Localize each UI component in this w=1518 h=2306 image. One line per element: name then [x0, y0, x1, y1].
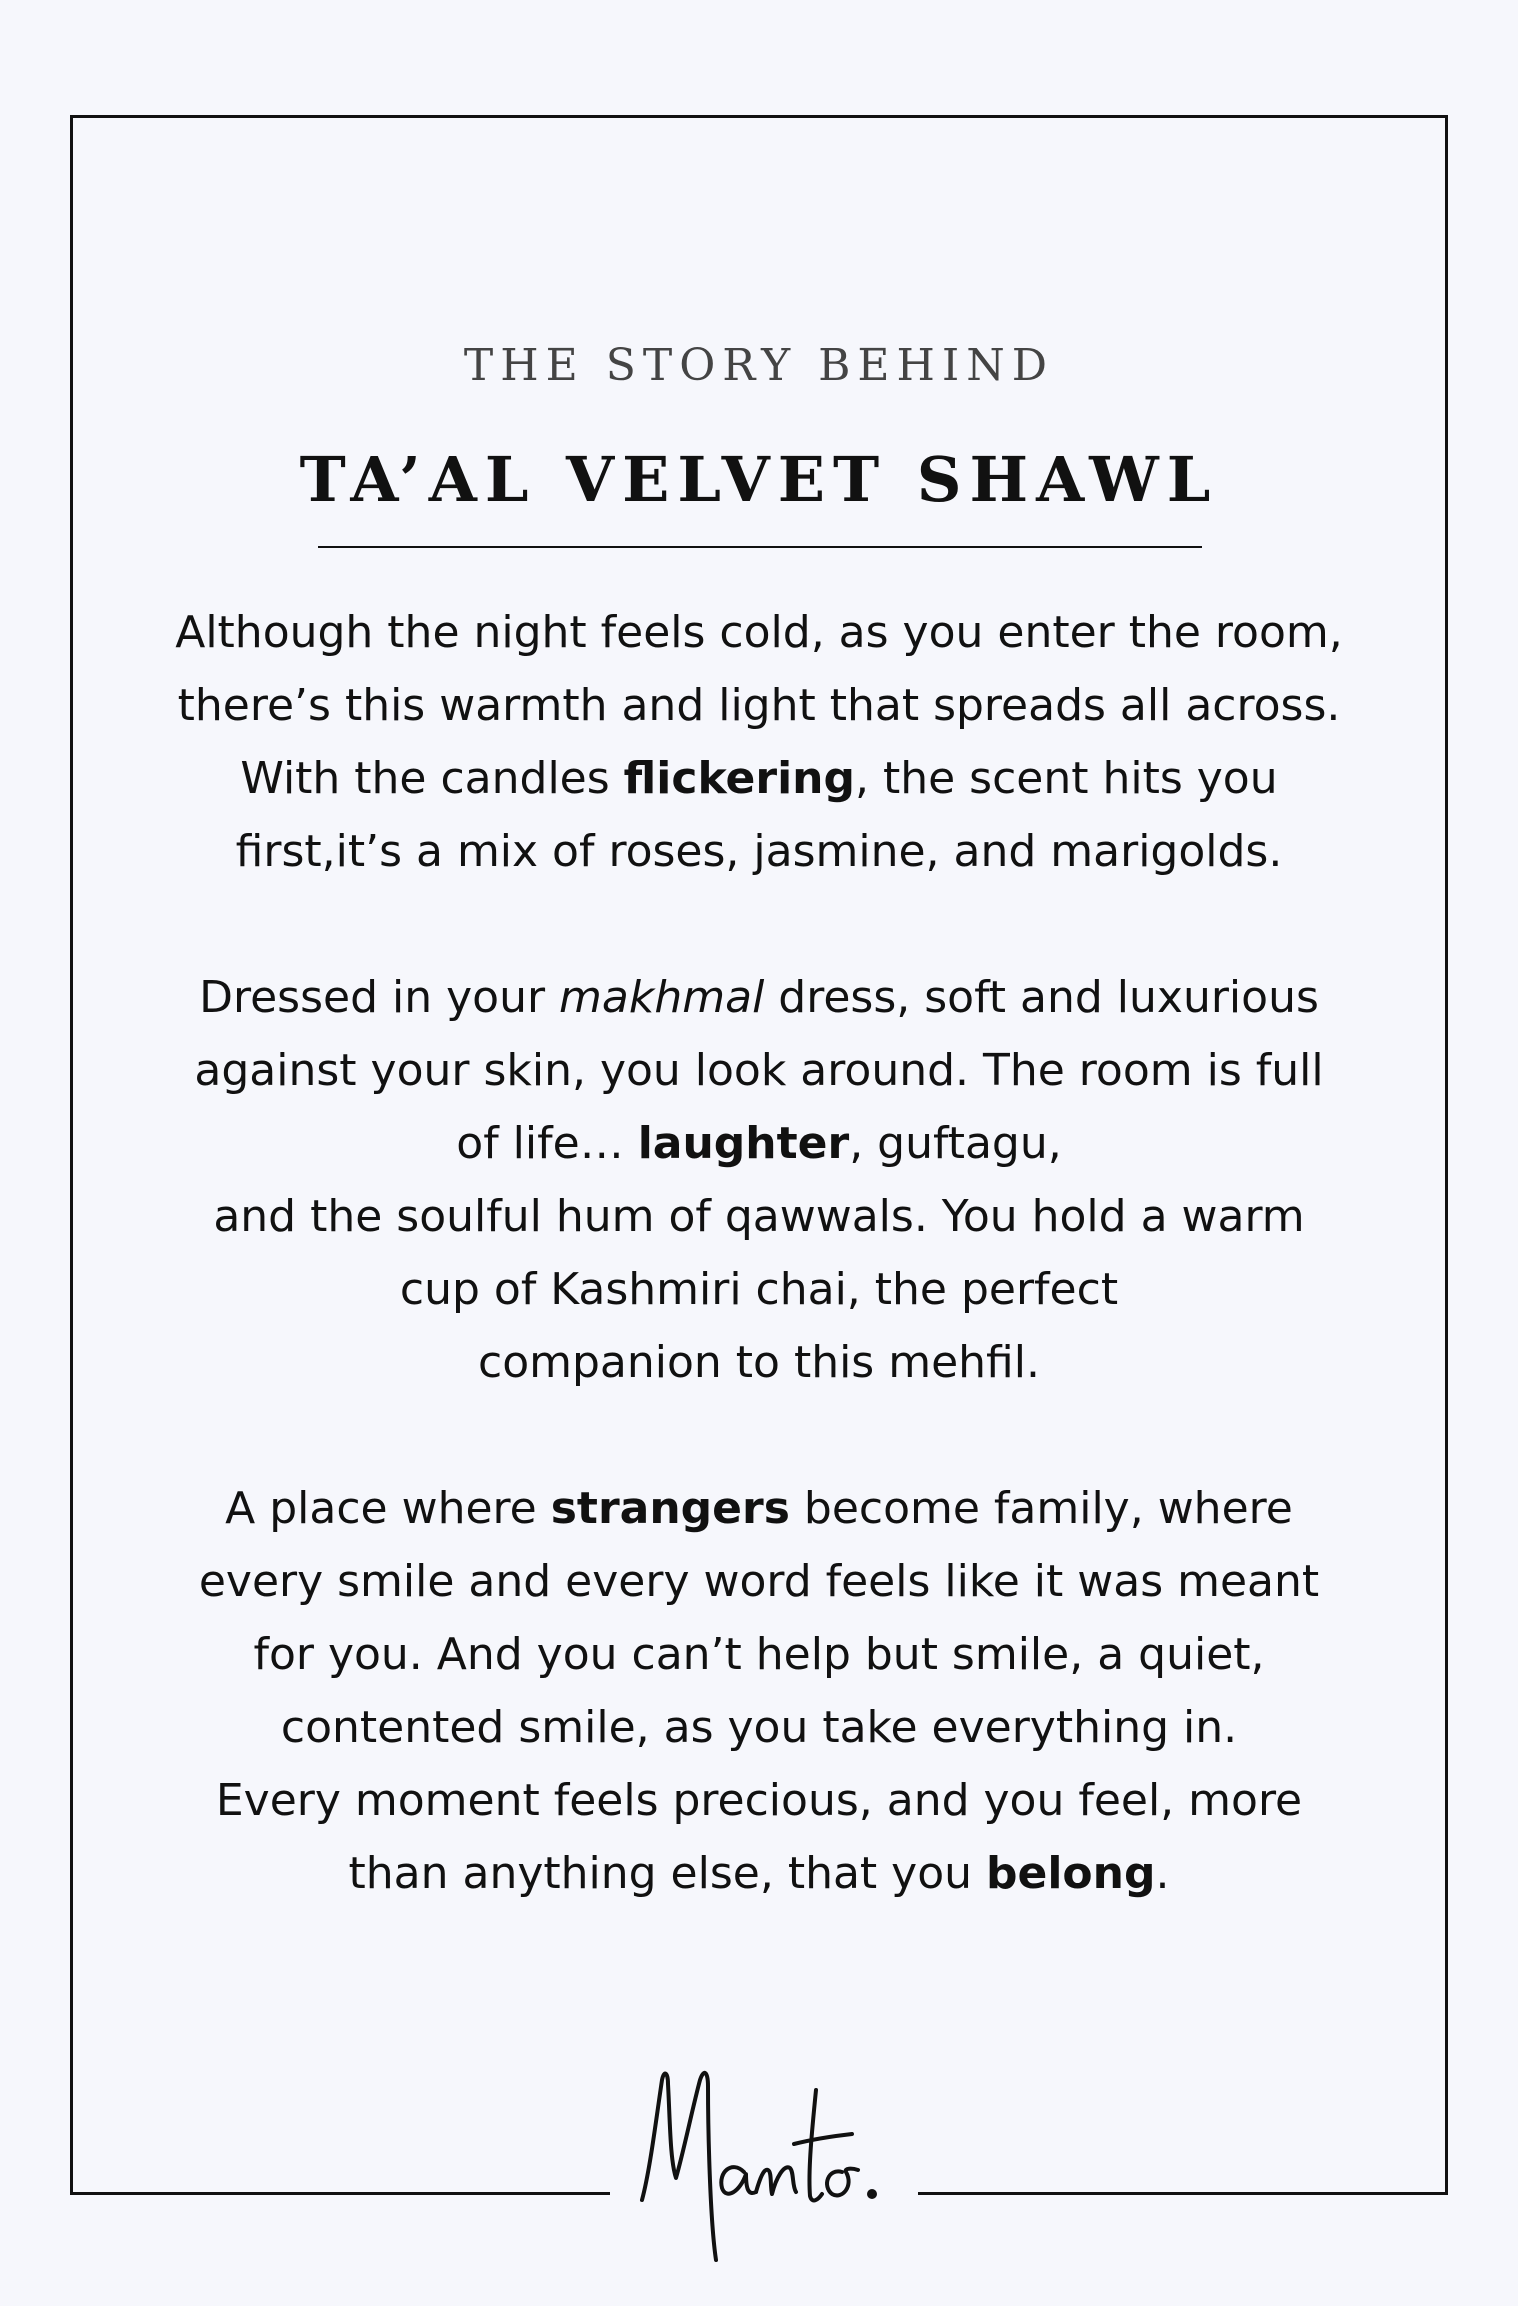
emphasis-makhmal: makhmal [559, 972, 765, 1023]
signature-dot [867, 2189, 877, 2199]
emphasis-strangers: strangers [550, 1483, 790, 1534]
eyebrow-heading: THE STORY BEHIND [463, 340, 1055, 391]
story-line: of life… laughter, guftagu, [456, 1118, 1062, 1169]
emphasis-belong: belong [986, 1848, 1156, 1899]
story-line: than anything else, that you belong. [348, 1848, 1170, 1899]
frame-left-edge [70, 115, 73, 2195]
story-line: contented smile, as you take everything in. [280, 1702, 1238, 1753]
story-line: A place where strangers become family, where [225, 1483, 1293, 1534]
story-line: Dressed in your makhmal dress, soft and luxurious [199, 972, 1319, 1023]
story-line: for you. And you can’t help but smile, a quiet, [253, 1629, 1265, 1680]
frame-bottom-right-edge [918, 2192, 1448, 2195]
story-body [150, 596, 1368, 1910]
story-line: cup of Kashmiri chai, the perfect [399, 1264, 1119, 1315]
emphasis-flickering: flickering [623, 753, 855, 804]
page-title: TA’AL VELVET SHAWL [299, 443, 1219, 516]
title-underline [318, 546, 1202, 548]
frame-right-edge [1445, 115, 1448, 2195]
story-line: first,it’s a mix of roses, jasmine, and marigolds. [235, 826, 1283, 877]
paragraph-gap [150, 1399, 1368, 1472]
emphasis-laughter: laughter [637, 1118, 850, 1169]
frame-bottom-left-edge [70, 2192, 610, 2195]
signature-glyph [620, 2060, 900, 2270]
story-line: and the soulful hum of qawwals. You hold a warm [213, 1191, 1305, 1242]
manto-signature-logo [620, 2060, 900, 2270]
story-line: With the candles flickering, the scent hits you [240, 753, 1278, 804]
story-line: companion to this mehfil. [478, 1337, 1040, 1388]
paragraph-gap [150, 888, 1368, 961]
story-line: Although the night feels cold, as you enter the room, [175, 607, 1343, 658]
story-line: Every moment feels precious, and you feel, more [215, 1775, 1303, 1826]
story-line: there’s this warmth and light that spreads all across. [177, 680, 1341, 731]
story-line: against your skin, you look around. The room is full [194, 1045, 1324, 1096]
story-line: every smile and every word feels like it was meant [198, 1556, 1320, 1607]
frame-top-edge [70, 115, 1448, 118]
